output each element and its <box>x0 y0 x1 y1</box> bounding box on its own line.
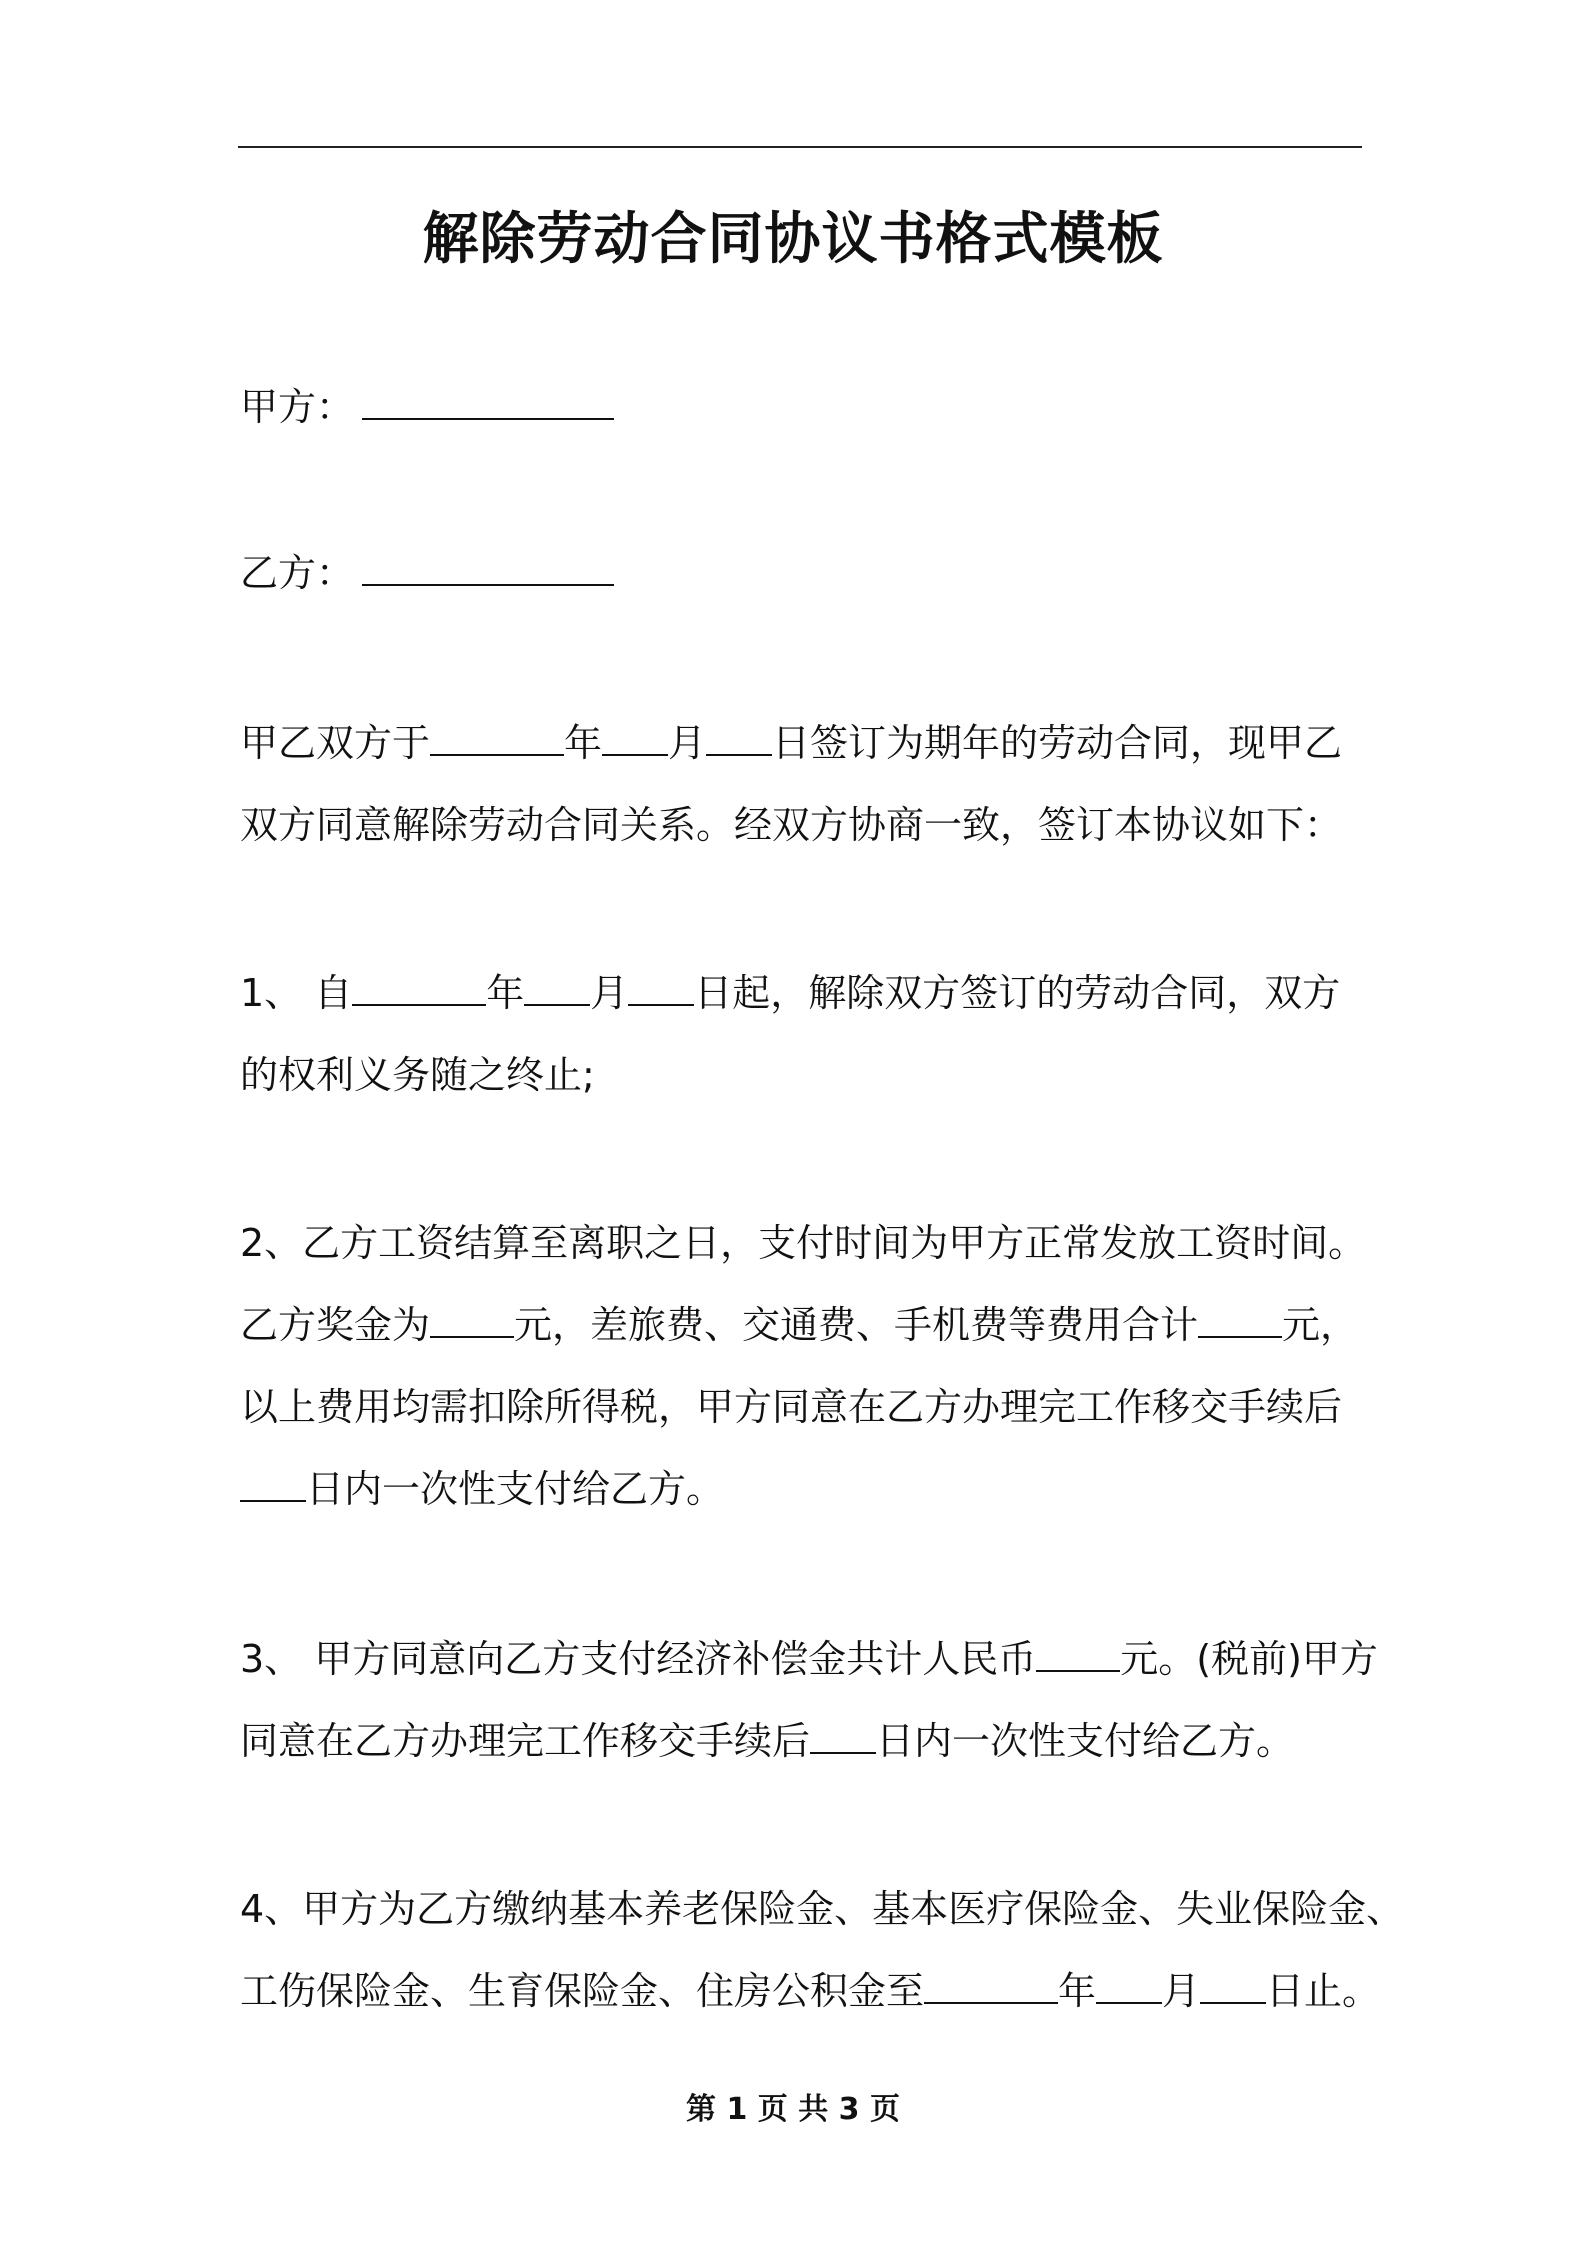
intro-line-1 <box>240 718 1342 768</box>
header-rule <box>238 146 1362 148</box>
month-blank <box>602 720 668 756</box>
party-b-label: 乙方： <box>240 551 355 595</box>
clause-3-text-2: 同意在乙方办理完工作移交手续后 <box>240 1719 811 1763</box>
clause-4-text-end: 日止。 <box>1266 1969 1381 2013</box>
year-blank <box>352 970 486 1006</box>
party-b-blank <box>362 550 614 586</box>
clause-3-text-cont: 元。(税前)甲方 <box>1120 1637 1378 1681</box>
clause-1-text: 日起，解除双方签订的劳动合同，双方 <box>694 971 1341 1015</box>
clause-2-line-2 <box>240 1300 1358 1350</box>
year-blank <box>430 720 564 756</box>
days-blank <box>240 1466 306 1502</box>
clause-3-text: 3、 甲方同意向乙方支付经济补偿金共计人民币 <box>240 1637 1037 1681</box>
page-footer: 第 1 页 共 3 页 <box>686 2092 900 2127</box>
clause-2-line-4 <box>240 1464 724 1514</box>
clause-3-line-2 <box>240 1716 1294 1766</box>
day-blank <box>628 970 694 1006</box>
compensation-blank <box>1036 1636 1120 1672</box>
document-title: 解除劳动合同协议书格式模板 <box>422 207 1164 272</box>
month-blank <box>524 970 590 1006</box>
clause-1-line-2: 的权利义务随之终止; <box>240 1053 595 1097</box>
expenses-blank <box>1198 1302 1282 1338</box>
clause-3-text-3: 日内一次性支付给乙方。 <box>876 1719 1295 1763</box>
party-b-line <box>240 548 614 598</box>
year-label: 年 <box>1058 1969 1097 2013</box>
day-blank <box>1200 1968 1266 2004</box>
month-label: 月 <box>1162 1969 1201 2013</box>
bonus-label: 乙方奖金为 <box>240 1303 431 1347</box>
intro-text-cont: 日签订为期年的劳动合同，现甲乙 <box>772 721 1343 765</box>
intro-line-2: 双方同意解除劳动合同关系。经双方协商一致，签订本协议如下： <box>240 803 1343 847</box>
party-a-blank <box>362 384 614 420</box>
party-a-label: 甲方： <box>240 385 355 429</box>
year-blank <box>924 1968 1058 2004</box>
clause-4-line-1: 4、甲方为乙方缴纳基本养老保险金、基本医疗保险金、失业保险金、 <box>240 1887 1405 1931</box>
month-blank <box>1096 1968 1162 2004</box>
clause-4-line-2 <box>240 1966 1380 2016</box>
year-label: 年 <box>486 971 525 1015</box>
days-blank <box>810 1718 876 1754</box>
month-label: 月 <box>590 971 629 1015</box>
clause-2-line-3: 以上费用均需扣除所得税，甲方同意在乙方办理完工作移交手续后 <box>240 1385 1343 1429</box>
day-blank <box>706 720 772 756</box>
clause-1-prefix: 1、 自 <box>240 971 353 1015</box>
clause-2-line-1: 2、乙方工资结算至离职之日，支付时间为甲方正常发放工资时间。 <box>240 1221 1367 1265</box>
clause-4-text: 工伤保险金、生育保险金、住房公积金至 <box>240 1969 925 2013</box>
month-label: 月 <box>668 721 707 765</box>
intro-text: 甲乙双方于 <box>240 721 431 765</box>
expenses-label: 元，差旅费、交通费、手机费等费用合计 <box>514 1303 1199 1347</box>
currency-label: 元， <box>1282 1303 1359 1347</box>
year-label: 年 <box>564 721 603 765</box>
clause-3-line-1 <box>240 1634 1378 1684</box>
clause-2-text: 日内一次性支付给乙方。 <box>306 1467 725 1511</box>
party-a-line <box>240 382 614 432</box>
bonus-blank <box>430 1302 514 1338</box>
clause-1-line-1 <box>240 968 1340 1018</box>
